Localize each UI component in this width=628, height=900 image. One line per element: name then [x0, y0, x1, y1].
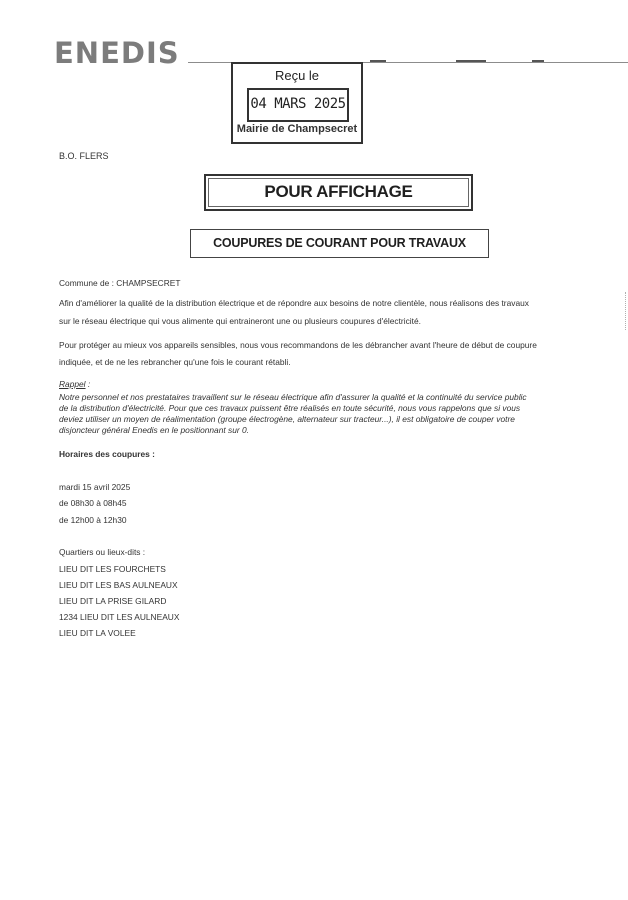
rappel-line-2: de la distribution d'électricité. Pour que ces travaux puissent être réalisés en toute sécurité, nous vous rappelons que si vous: [59, 403, 521, 413]
horaires-title: Horaires des coupures :: [59, 449, 155, 459]
quartier-item: LIEU DIT LES FOURCHETS: [59, 564, 166, 574]
rappel-line-3: deviez utiliser un moyen de réalimentation (groupe électrogène, alternateur sur tracteur...), il est obligatoire de couper votre: [59, 414, 515, 424]
coupures-title: COUPURES DE COURANT POUR TRAVAUX: [213, 236, 466, 250]
affichage-title: POUR AFFICHAGE: [264, 182, 413, 201]
quartiers-title: Quartiers ou lieux-dits :: [59, 547, 146, 557]
rappel-line-1: Notre personnel et nos prestataires travaillent sur le réseau électrique afin d'assurer la qualité et la continuité du service public: [59, 392, 527, 402]
stamp-title: Reçu le: [274, 68, 320, 83]
header-dash: [532, 60, 544, 62]
protect-line-2: indiquée, et de ne les rebrancher qu'une fois le courant rétabli.: [59, 357, 291, 367]
stamp-date-box: [247, 88, 349, 122]
scan-edge-mark: [625, 292, 627, 330]
horaires-slot: de 08h30 à 08h45: [59, 498, 127, 508]
header-dash: [456, 60, 486, 62]
bureau-origin: B.O. FLERS: [59, 151, 109, 161]
intro-line-2: sur le réseau électrique qui vous alimente qui entraineront une ou plusieurs coupures d'électricité.: [59, 316, 421, 326]
protect-line-1: Pour protéger au mieux vos appareils sensibles, nous vous recommandons de les débrancher avant l'heure de début de coupure: [59, 340, 537, 350]
affichage-title-box: [204, 174, 473, 211]
coupures-title-box: [190, 229, 489, 258]
rappel-label: Rappel: [59, 379, 86, 389]
quartier-item: LIEU DIT LA VOLEE: [59, 628, 136, 638]
rappel-line-4: disjoncteur général Enedis en le positionnant sur 0.: [59, 425, 249, 435]
enedis-logo: ENEDIS: [54, 36, 180, 70]
commune-line: Commune de : CHAMPSECRET: [59, 278, 181, 288]
horaires-date: mardi 15 avril 2025: [59, 482, 131, 492]
header-dash: [370, 60, 386, 62]
horaires-slot: de 12h00 à 12h30: [59, 515, 127, 525]
quartier-item: LIEU DIT LES BAS AULNEAUX: [59, 580, 178, 590]
stamp-date: 04 MARS 2025: [250, 96, 346, 112]
stamp-place: Mairie de Champsecret: [236, 123, 358, 135]
intro-line-1: Afin d'améliorer la qualité de la distribution électrique et de répondre aux besoins de notre clientèle, nous réalisons des travaux: [59, 298, 529, 308]
received-stamp: [231, 62, 363, 144]
rappel-heading: [59, 379, 90, 389]
rappel-colon: :: [85, 379, 91, 389]
quartier-item: LIEU DIT LA PRISE GILARD: [59, 596, 167, 606]
quartier-item: 1234 LIEU DIT LES AULNEAUX: [59, 612, 180, 622]
